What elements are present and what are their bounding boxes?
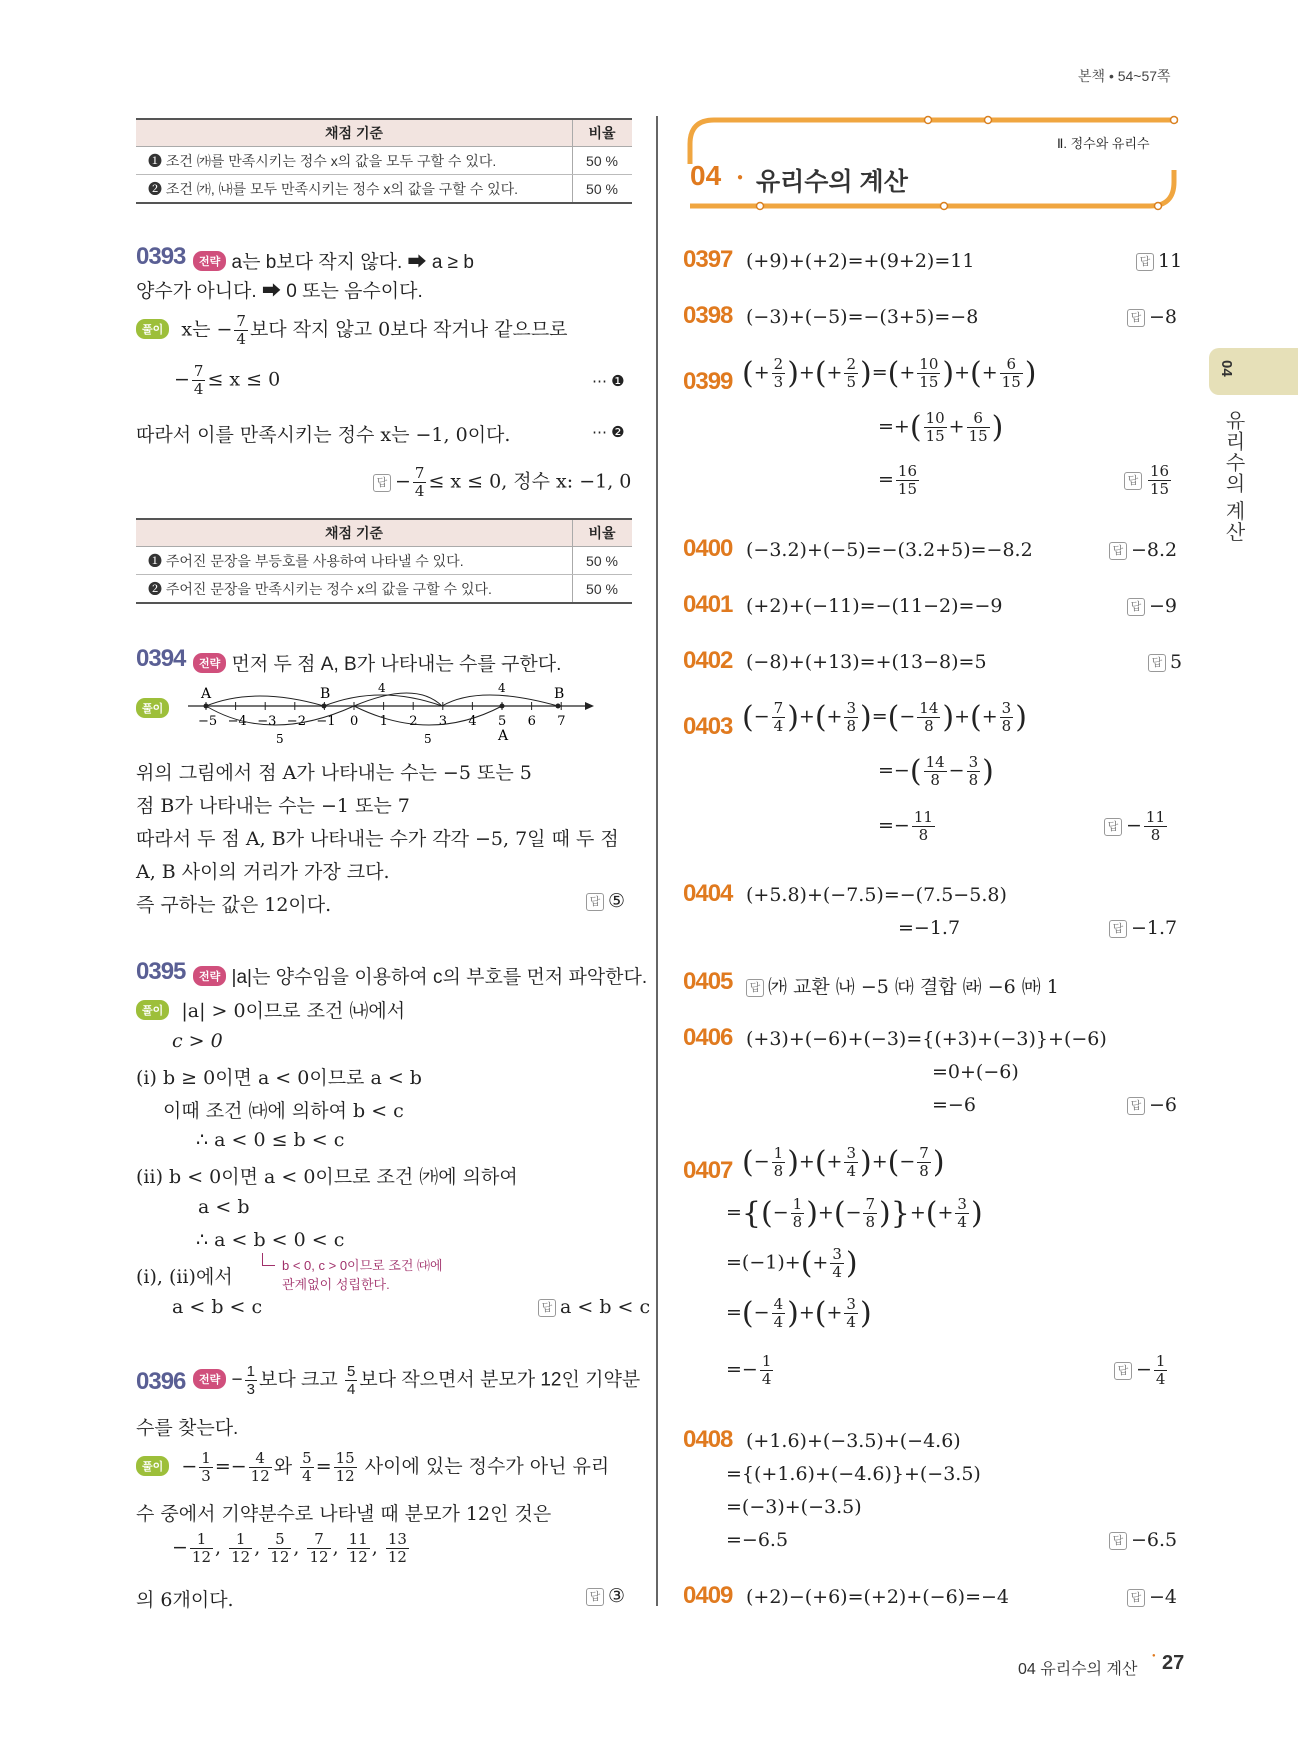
- conclusion: 따라서 이를 만족시키는 정수 x는 −1, 0이다.: [136, 424, 511, 446]
- text-line: c > 0: [172, 1030, 223, 1052]
- problem-number: 0396: [136, 1368, 186, 1395]
- problem-number: 0401: [683, 591, 733, 618]
- strategy-badge: 전략: [193, 653, 226, 673]
- problem-number: 0405: [683, 968, 733, 995]
- answer-icon: 답: [373, 474, 391, 492]
- number-line-tick-label: 0: [350, 714, 359, 729]
- footer-dot: ●: [1152, 1653, 1156, 1659]
- text-line: 점 B가 나타내는 수는 −1 또는 7: [136, 795, 410, 817]
- problem-number: 0404: [683, 880, 733, 907]
- solution-badge: 풀이: [136, 1456, 169, 1476]
- book-reference: 본책 • 54~57쪽: [1078, 68, 1171, 84]
- number-line-tick-label: 3: [438, 714, 448, 729]
- answer-icon: 답: [1114, 1362, 1132, 1380]
- strategy-badge: 전략: [193, 1369, 226, 1389]
- inequality: − $\frac{7}{4}$ ≤ x ≤ 0: [174, 362, 281, 398]
- solution-badge: 풀이: [136, 319, 169, 339]
- distance-label: 5: [424, 732, 432, 746]
- expression: (− $\frac{1}{8}$ )+(+ $\frac{3}{4}$ )+(− $\frac{7}{8}$ ): [742, 1144, 945, 1180]
- answer-0394: 답 ⑤: [586, 890, 625, 912]
- problem-number: 0403: [683, 713, 733, 740]
- table-cell: ❷ 주어진 문장을 만족시키는 정수 x의 값을 구할 수 있다.: [136, 575, 573, 604]
- answer-icon: 답: [1104, 818, 1122, 836]
- answer-icon: 답: [1127, 309, 1145, 327]
- expression: (+2)+(−11)=−(11−2)=−9: [746, 595, 1003, 617]
- point-label: A: [201, 686, 212, 702]
- problem-number: 0408: [683, 1426, 733, 1453]
- answer-icon: 답: [1109, 920, 1127, 938]
- expression: =−1.7: [898, 917, 961, 939]
- expression: ={(+1.6)+(−4.6)}+(−3.5): [726, 1463, 981, 1485]
- answer-0401: 답 −9: [1127, 595, 1177, 617]
- distance-label: 4: [378, 681, 386, 695]
- answer-icon: 답: [1136, 253, 1154, 271]
- expression: (+2)−(+6)=(+2)+(−6)=−4: [746, 1586, 1010, 1608]
- scoring-table-1: [136, 118, 632, 204]
- answer-0402: 답 5: [1148, 651, 1182, 673]
- expression: =− $\frac{1}{4}$: [726, 1352, 772, 1388]
- text-line: A, B 사이의 거리가 가장 크다.: [136, 861, 390, 883]
- answer-icon: 답: [1148, 654, 1166, 672]
- expression: =−6: [932, 1094, 976, 1116]
- answer-0406: 답 −6: [1127, 1094, 1177, 1116]
- answer-0397: 답 11: [1136, 250, 1182, 272]
- mark-1: ⋯ ❶: [592, 373, 625, 390]
- text-line: a < b: [198, 1196, 250, 1218]
- expression: =(−3)+(−3.5): [726, 1496, 862, 1518]
- expression: ={(− $\frac{1}{8}$ )+(− $\frac{7}{8}$ )}+(+ $\frac{3}{4}$ ): [726, 1195, 983, 1231]
- answer-0407: 답 − $\frac{1}{4}$: [1114, 1354, 1169, 1387]
- solution-line: 풀이 |a| > 0이므로 조건 ㈏에서: [136, 996, 405, 1023]
- table-cell: 50 %: [573, 575, 633, 604]
- table-cell: 50 %: [573, 175, 633, 204]
- problem-number: 0406: [683, 1024, 733, 1051]
- answer-icon: 답: [1127, 1097, 1145, 1115]
- text-line: (ⅰ), (ⅱ)에서: [136, 1266, 233, 1288]
- fraction-list: − $\frac{1}{12}$ , $\frac{1}{12}$ , $\frac{5}{12}$ , $\frac{7}{12}$ , $\frac{11}{12}$ , $\frac{13}{12}$: [172, 1530, 407, 1566]
- expression: =(− $\frac{4}{4}$ )+(+ $\frac{3}{4}$ ): [726, 1295, 872, 1331]
- answer-icon: 답: [1109, 1532, 1127, 1550]
- expression: = $\frac{16}{15}$: [878, 462, 918, 498]
- annotation-bracket: [262, 1253, 275, 1266]
- problem-number: 0400: [683, 535, 733, 562]
- answer-icon: 답: [746, 979, 764, 997]
- text-line: (ⅱ) b < 0이면 a < 0이므로 조건 ㈎에 의하여: [136, 1166, 518, 1188]
- number-line-tick-label: −4: [227, 714, 247, 729]
- answer-0396: 답 ③: [586, 1585, 625, 1607]
- answer-icon: 답: [586, 1588, 604, 1606]
- text-line: 의 6개이다.: [136, 1589, 234, 1611]
- bullet-dot: ●: [737, 172, 744, 183]
- chapter-number: 04: [690, 160, 722, 191]
- table-cell: 50 %: [573, 547, 633, 575]
- table-cell: ❶ 조건 ㈎를 만족시키는 정수 x의 값을 모두 구할 수 있다.: [136, 147, 573, 175]
- strategy-line-2: 양수가 아니다. ➡ 0 또는 음수이다.: [136, 281, 423, 302]
- side-tab-title: 유리수의 계산: [1222, 410, 1244, 543]
- text-line: ∴ a < b < 0 < c: [196, 1229, 345, 1251]
- answer-0404: 답 −1.7: [1109, 917, 1177, 939]
- chapter-title: 유리수의 계산: [756, 168, 908, 196]
- answer-0395: 답 a < b < c: [538, 1296, 650, 1318]
- problem-number: 0395: [136, 958, 186, 985]
- number-line-tick-label: −2: [286, 714, 306, 729]
- answer-0400: 답 −8.2: [1109, 539, 1177, 561]
- answer-0393: 답 − $\frac{7}{4}$ ≤ x ≤ 0, 정수 x: −1, 0: [373, 466, 631, 499]
- text-line: 따라서 두 점 A, B가 나타내는 수가 각각 −5, 7일 때 두 점: [136, 828, 619, 850]
- number-line: [180, 680, 600, 750]
- expression: =(−1)+(+ $\frac{3}{4}$ ): [726, 1245, 858, 1281]
- table-cell: ❶ 주어진 문장을 부등호를 사용하여 나타낼 수 있다.: [136, 547, 573, 575]
- number-line-tick-label: 7: [557, 714, 566, 729]
- distance-label: 4: [498, 681, 506, 695]
- mark-2: ⋯ ❷: [592, 424, 625, 441]
- expression: (+9)+(+2)=+(9+2)=11: [746, 250, 975, 272]
- column-divider: [656, 116, 658, 1606]
- strategy-line: 전략 |a|는 양수임을 이용하여 c의 부호를 먼저 파악한다.: [193, 962, 647, 989]
- distance-label: 5: [276, 732, 284, 746]
- problem-number: 0394: [136, 645, 186, 672]
- side-tab-number: 04: [1218, 360, 1235, 377]
- problem-number: 0393: [136, 243, 186, 270]
- problem-number: 0399: [683, 368, 733, 395]
- number-line-tick-label: −5: [198, 714, 218, 729]
- table-head: 비율: [573, 119, 633, 147]
- answer-icon: 답: [1124, 472, 1142, 490]
- answer-0409: 답 −4: [1127, 1586, 1177, 1608]
- answer-0403: 답 − $\frac{11}{8}$: [1104, 810, 1169, 843]
- expression: =−6.5: [726, 1529, 789, 1551]
- problem-number: 0397: [683, 246, 733, 273]
- solution-badge: 풀이: [136, 698, 169, 718]
- strategy-line-2: 수를 찾는다.: [136, 1418, 239, 1439]
- number-line-tick-label: 5: [498, 714, 507, 729]
- point-label: A: [498, 728, 509, 744]
- number-line-tick-label: 6: [527, 714, 536, 729]
- text-line: 즉 구하는 값은 12이다.: [136, 894, 332, 916]
- problem-number: 0402: [683, 647, 733, 674]
- answer-0399: 답 $\frac{16}{15}$: [1124, 464, 1173, 497]
- table-head: 채점 기준: [136, 519, 573, 547]
- text-line: 위의 그림에서 점 A가 나타내는 수는 −5 또는 5: [136, 762, 532, 784]
- answer-icon: 답: [1109, 542, 1127, 560]
- answer-icon: 답: [1127, 1589, 1145, 1607]
- table-cell: ❷ 조건 ㈎, ㈏를 모두 만족시키는 정수 x의 값을 구할 수 있다.: [136, 175, 573, 204]
- text-line: ∴ a < 0 ≤ b < c: [196, 1129, 345, 1151]
- text-line: 이때 조건 ㈐에 의하여 b < c: [163, 1100, 404, 1122]
- answer-0405: 답 ㈎ 교환 ㈏ −5 ㈐ 결합 ㈑ −6 ㈒ 1: [746, 972, 1059, 999]
- number-line-tick-label: −1: [316, 714, 336, 729]
- answer-0398: 답 −8: [1127, 306, 1177, 328]
- answer-icon: 답: [586, 893, 604, 911]
- strategy-badge: 전략: [193, 966, 226, 986]
- footer-title: 04 유리수의 계산: [1018, 1661, 1138, 1678]
- expression: (−8)+(+13)=+(13−8)=5: [746, 651, 987, 673]
- table-head: 채점 기준: [136, 119, 573, 147]
- problem-number: 0407: [683, 1157, 733, 1184]
- annotation-note: 관계없이 성립한다.: [282, 1277, 390, 1292]
- expression: (−3)+(−5)=−(3+5)=−8: [746, 306, 979, 328]
- solution-line: 풀이 − $\frac{1}{3}$ =− $\frac{4}{12}$ 와 $\frac{5}{4}$ = $\frac{15}{12}$ 사이에 있는 정수가 아닌 유리: [136, 1451, 609, 1484]
- text-line: (ⅰ) b ≥ 0이면 a < 0이므로 a < b: [136, 1067, 422, 1089]
- expression: (+1.6)+(−3.5)+(−4.6): [746, 1430, 961, 1452]
- scoring-table-2: [136, 518, 632, 604]
- expression: (+5.8)+(−7.5)=−(7.5−5.8): [746, 884, 1007, 906]
- point-label: B: [320, 686, 331, 702]
- strategy-line: 전략 − $\frac{1}{3}$ 보다 크고 $\frac{5}{4}$ 보다 작으면서 분모가 12인 기약분: [193, 1364, 640, 1397]
- expression: (−3.2)+(−5)=−(3.2+5)=−8.2: [746, 539, 1033, 561]
- annotation-note: b < 0, c > 0이므로 조건 ㈐에: [282, 1258, 443, 1273]
- page-number: 27: [1162, 1652, 1185, 1674]
- solution-badge: 풀이: [136, 1000, 169, 1020]
- problem-number: 0409: [683, 1582, 733, 1609]
- expression: (− $\frac{7}{4}$ )+(+ $\frac{3}{8}$ )=(− $\frac{14}{8}$ )+(+ $\frac{3}{8}$ ): [742, 699, 1027, 735]
- table-head: 비율: [573, 519, 633, 547]
- table-cell: 50 %: [573, 147, 633, 175]
- number-line-tick-label: 4: [468, 714, 477, 729]
- expression: (+3)+(−6)+(−3)={(+3)+(−3)}+(−6): [746, 1028, 1107, 1050]
- answer-0408: 답 −6.5: [1109, 1529, 1177, 1551]
- number-line-tick-label: 2: [409, 714, 418, 729]
- number-line-tick-label: 1: [379, 714, 388, 729]
- expression: =+( $\frac{10}{15}$ + $\frac{6}{15}$ ): [878, 409, 1004, 445]
- solution-line: 풀이 x는 − $\frac{7}{4}$ 보다 작지 않고 0보다 작거나 같으므로: [136, 314, 568, 347]
- expression: (+ $\frac{2}{3}$ )+(+ $\frac{2}{5}$ )=(+ $\frac{10}{15}$ )+(+ $\frac{6}{15}$ ): [742, 355, 1037, 391]
- unit-label: Ⅱ. 정수와 유리수: [1057, 136, 1150, 151]
- number-line-tick-label: −3: [257, 714, 277, 729]
- expression: =− $\frac{11}{8}$: [878, 808, 933, 844]
- strategy-badge: 전략: [193, 251, 226, 271]
- answer-icon: 답: [1127, 598, 1145, 616]
- problem-number: 0398: [683, 302, 733, 329]
- strategy-line: 전략 먼저 두 점 A, B가 나타내는 수를 구한다.: [193, 649, 561, 676]
- text-line: 수 중에서 기약분수로 나타낼 때 분모가 12인 것은: [136, 1503, 552, 1525]
- answer-icon: 답: [538, 1299, 556, 1317]
- expression: =0+(−6): [932, 1061, 1019, 1083]
- expression: =−( $\frac{14}{8}$ − $\frac{3}{8}$ ): [878, 753, 994, 789]
- point-label: B: [554, 686, 565, 702]
- text-line: a < b < c: [172, 1296, 263, 1318]
- strategy-line: 전략 a는 b보다 작지 않다. ➡ a ≥ b: [193, 247, 474, 274]
